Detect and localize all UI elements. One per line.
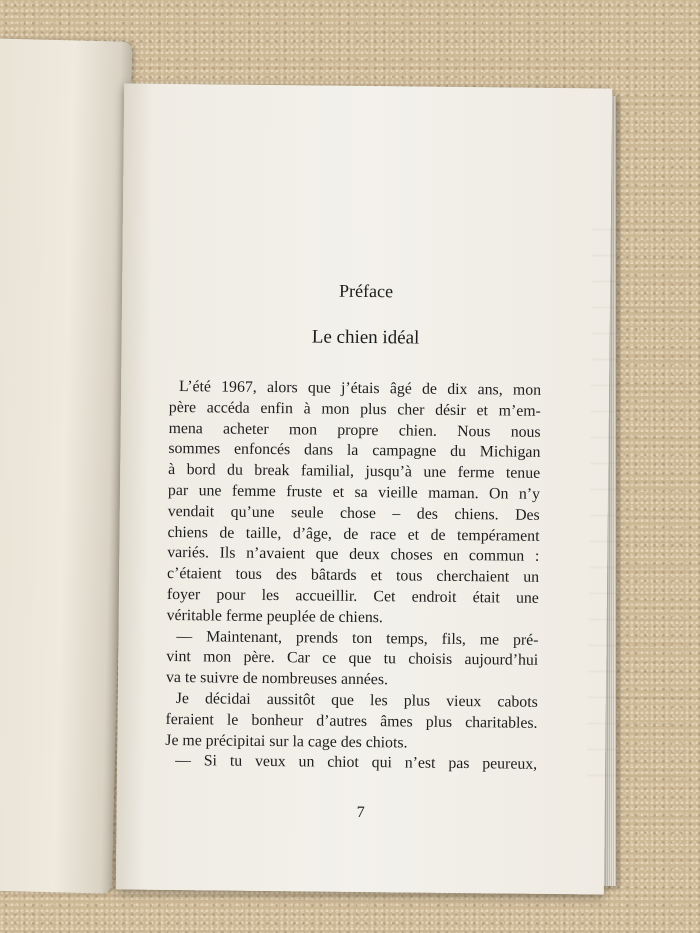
body-text xyxy=(165,377,541,776)
text-line: sommes enfoncés dans la campagne du Michigan xyxy=(168,440,541,462)
text-line: foyer pour les accueillir. Cet endroit était une xyxy=(166,585,539,607)
text-line: feraient le bonheur d’autres âmes plus charitables. xyxy=(165,710,538,732)
text-line: vendait qu’une seule chose – des chiens. Des xyxy=(167,502,540,524)
text-line: vint mon père. Car ce que tu choisis aujourd’hui xyxy=(166,648,539,670)
text-line: L’été 1967, alors que j’étais âgé de dix ans, mon xyxy=(178,378,542,399)
text-line: Je me précipitai sur la cage des chiots. xyxy=(165,731,408,752)
page-number: 7 xyxy=(356,803,365,822)
text-line: c’étaient tous des bâtards et tous cherchaient un xyxy=(167,565,540,587)
left-page xyxy=(0,38,132,893)
text-line: variés. Ils n’avaient que deux choses en commun : xyxy=(167,544,540,566)
right-page xyxy=(116,83,612,894)
text-line: va te suivre de nombreuses années. xyxy=(165,669,389,689)
text-line: père accéda enfin à mon plus cher désir et m’em- xyxy=(168,398,541,420)
text-line: Je décidai aussitôt que les plus vieux cabots xyxy=(175,689,538,711)
show-through-text xyxy=(587,228,693,789)
text-line: — Si tu veux un chiot qui n’est pas peureux, xyxy=(175,752,538,774)
chapter-title: Le chien idéal xyxy=(311,326,420,349)
text-line: — Maintenant, prends ton temps, fils, me pré- xyxy=(176,627,539,649)
text-line: mena acheter mon propre chien. Nous nous xyxy=(168,419,541,441)
preface-heading: Préface xyxy=(338,280,394,302)
text-line: véritable ferme peuplée de chiens. xyxy=(166,606,383,626)
text-line: chiens de taille, d’âge, de race et de tempérament xyxy=(167,523,540,545)
text-line: à bord du break familial, jusqu’à une ferme tenue xyxy=(168,461,541,483)
text-line: par une femme fruste et sa vieille maman. On n’y xyxy=(167,481,541,503)
